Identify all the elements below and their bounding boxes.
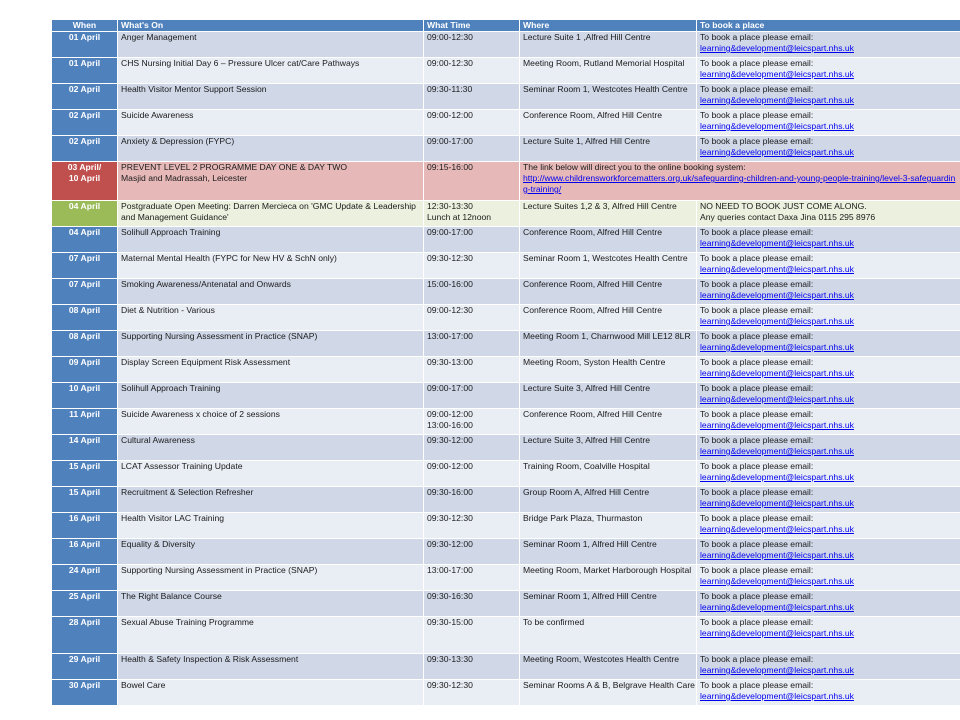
row-booking	[697, 136, 960, 162]
row-course: Supporting Nursing Assessment in Practice (SNAP)	[118, 565, 424, 591]
booking-prefix: To book a place please email:	[700, 110, 814, 120]
table-row	[52, 305, 960, 331]
row-time: 15:00-16:00	[424, 279, 520, 305]
row-date: 08 April	[52, 331, 118, 357]
row-date: 01 April	[52, 58, 118, 84]
booking-email-link[interactable]: learning&development@leicspart.nhs.uk	[700, 576, 854, 586]
row-booking	[697, 617, 960, 654]
row-venue: Lecture Suite 3, Alfred Hill Centre	[520, 383, 697, 409]
booking-email-link[interactable]: learning&development@leicspart.nhs.uk	[700, 550, 854, 560]
row-venue: Seminar Room 1, Alfred Hill Centre	[520, 591, 697, 617]
booking-prefix: To book a place please email:	[700, 539, 814, 549]
table-row	[52, 253, 960, 279]
row-time: 13:00-17:00	[424, 331, 520, 357]
row-venue: Conference Room, Alfred Hill Centre	[520, 409, 697, 435]
table-row	[52, 539, 960, 565]
booking-prefix: To book a place please email:	[700, 591, 814, 601]
booking-prefix: To book a place please email:	[700, 654, 814, 664]
row-course: Health & Safety Inspection & Risk Assessment	[118, 654, 424, 680]
training-schedule-table	[51, 19, 960, 706]
row-booking	[697, 591, 960, 617]
booking-email-link[interactable]: learning&development@leicspart.nhs.uk	[700, 264, 854, 274]
row-date: 30 April	[52, 680, 118, 706]
row-booking	[697, 253, 960, 279]
booking-email-link[interactable]: learning&development@leicspart.nhs.uk	[700, 342, 854, 352]
table-header-row	[52, 20, 960, 32]
row-venue: Meeting Room, Market Harborough Hospital	[520, 565, 697, 591]
row-time: 09:15-16:00	[424, 162, 520, 201]
row-booking	[697, 487, 960, 513]
row-venue: Conference Room, Alfred Hill Centre	[520, 110, 697, 136]
row-time: 09:00-12:30	[424, 58, 520, 84]
row-booking	[697, 279, 960, 305]
table-row	[52, 591, 960, 617]
row-date: 07 April	[52, 279, 118, 305]
row-date: 25 April	[52, 591, 118, 617]
row-venue: To be confirmed	[520, 617, 697, 654]
row-date: 01 April	[52, 32, 118, 58]
row-course: LCAT Assessor Training Update	[118, 461, 424, 487]
booking-prefix: To book a place please email:	[700, 617, 814, 627]
booking-prefix: To book a place please email:	[700, 58, 814, 68]
row-time: 09:30-16:00	[424, 487, 520, 513]
booking-email-link[interactable]: learning&development@leicspart.nhs.uk	[700, 665, 854, 675]
row-booking	[697, 461, 960, 487]
row-booking	[697, 680, 960, 706]
booking-email-link[interactable]: learning&development@leicspart.nhs.uk	[700, 147, 854, 157]
row-course: Anxiety & Depression (FYPC)	[118, 136, 424, 162]
row-booking	[697, 383, 960, 409]
row-venue: Meeting Room, Syston Health Centre	[520, 357, 697, 383]
row-time: 09:30-12:30	[424, 253, 520, 279]
booking-email-link[interactable]: learning&development@leicspart.nhs.uk	[700, 628, 854, 638]
row-date: 14 April	[52, 435, 118, 461]
table-row	[52, 487, 960, 513]
booking-prefix: To book a place please email:	[700, 409, 814, 419]
row-time: 09:00-17:00	[424, 227, 520, 253]
table-row-prevent	[52, 162, 960, 201]
table-row	[52, 617, 960, 654]
row-course-line1: PREVENT LEVEL 2 PROGRAMME DAY ONE & DAY TWO	[121, 162, 348, 172]
row-time: 09:30-12:30	[424, 680, 520, 706]
row-time	[424, 409, 520, 435]
booking-prefix: To book a place please email:	[700, 357, 814, 367]
booking-email-link[interactable]: learning&development@leicspart.nhs.uk	[700, 290, 854, 300]
table-row	[52, 58, 960, 84]
row-course: Health Visitor LAC Training	[118, 513, 424, 539]
table-row	[52, 227, 960, 253]
booking-prefix: To book a place please email:	[700, 383, 814, 393]
row-time: 13:00-17:00	[424, 565, 520, 591]
table-row-open-meeting	[52, 201, 960, 227]
row-booking	[697, 227, 960, 253]
row-date: 29 April	[52, 654, 118, 680]
booking-prefix: To book a place please email:	[700, 136, 814, 146]
row-date	[52, 162, 118, 201]
row-venue: Conference Room, Alfred Hill Centre	[520, 305, 697, 331]
booking-prefix: To book a place please email:	[700, 227, 814, 237]
row-booking	[697, 539, 960, 565]
header-where: Where	[520, 20, 697, 32]
row-time-line1: 12:30-13:30	[427, 201, 473, 211]
booking-email-link[interactable]: learning&development@leicspart.nhs.uk	[700, 498, 854, 508]
row-time: 09:30-12:00	[424, 435, 520, 461]
table-row	[52, 331, 960, 357]
row-venue: Lecture Suite 1 ,Alfred Hill Centre	[520, 32, 697, 58]
row-booking	[697, 32, 960, 58]
row-booking	[697, 84, 960, 110]
table-row	[52, 383, 960, 409]
row-time: 09:30-13:30	[424, 654, 520, 680]
row-booking	[697, 305, 960, 331]
row-date: 02 April	[52, 110, 118, 136]
booking-prefix: To book a place please email:	[700, 279, 814, 289]
table-row	[52, 435, 960, 461]
row-time: 09:30-15:00	[424, 617, 520, 654]
booking-email-link[interactable]: learning&development@leicspart.nhs.uk	[700, 69, 854, 79]
row-booking	[697, 654, 960, 680]
header-to-book: To book a place	[697, 20, 960, 32]
row-course: Bowel Care	[118, 680, 424, 706]
row-booking	[697, 409, 960, 435]
header-when: When	[52, 20, 118, 32]
table-row	[52, 680, 960, 706]
row-venue: Conference Room, Alfred Hill Centre	[520, 227, 697, 253]
table-row	[52, 357, 960, 383]
booking-prefix: To book a place please email:	[700, 461, 814, 471]
booking-system-link[interactable]: http://www.childrensworkforcematters.org.uk/safeguarding-children-and-young-people-training/level-3-safeguarding-training/	[523, 173, 956, 194]
header-whats-on: What's On	[118, 20, 424, 32]
row-booking	[697, 201, 960, 227]
row-date-line2: 10 April	[68, 173, 101, 183]
row-time-line2: 13:00-16:00	[427, 420, 473, 430]
row-date: 28 April	[52, 617, 118, 654]
row-time: 09:00-12:30	[424, 32, 520, 58]
row-booking	[697, 58, 960, 84]
row-date: 04 April	[52, 227, 118, 253]
row-booking	[697, 513, 960, 539]
row-booking	[697, 435, 960, 461]
row-time-line2: Lunch at 12noon	[427, 212, 492, 222]
booking-email-link[interactable]: learning&development@leicspart.nhs.uk	[700, 602, 854, 612]
row-course-line2: Masjid and Madrassah, Leicester	[121, 173, 248, 183]
row-course: CHS Nursing Initial Day 6 – Pressure Ulcer cat/Care Pathways	[118, 58, 424, 84]
row-date: 24 April	[52, 565, 118, 591]
row-date-line1: 03 April/	[67, 162, 102, 172]
row-time: 09:00-12:00	[424, 461, 520, 487]
booking-prefix: To book a place please email:	[700, 565, 814, 575]
row-course: Supporting Nursing Assessment in Practice (SNAP)	[118, 331, 424, 357]
booking-prefix: To book a place please email:	[700, 253, 814, 263]
row-course	[118, 162, 424, 201]
booking-prefix: To book a place please email:	[700, 331, 814, 341]
booking-email-link[interactable]: learning&development@leicspart.nhs.uk	[700, 368, 854, 378]
table-row	[52, 513, 960, 539]
row-course: Postgraduate Open Meeting: Darren Mercieca on 'GMC Update & Leadership and Management Guidance'	[118, 201, 424, 227]
booking-email-link[interactable]: learning&development@leicspart.nhs.uk	[700, 472, 854, 482]
row-venue: Lecture Suite 3, Alfred Hill Centre	[520, 435, 697, 461]
booking-email-link[interactable]: learning&development@leicspart.nhs.uk	[700, 43, 854, 53]
row-venue: Bridge Park Plaza, Thurmaston	[520, 513, 697, 539]
table-row	[52, 136, 960, 162]
table-row	[52, 84, 960, 110]
row-course: Diet & Nutrition - Various	[118, 305, 424, 331]
row-course: Suicide Awareness	[118, 110, 424, 136]
row-date: 08 April	[52, 305, 118, 331]
booking-email-link[interactable]: learning&development@leicspart.nhs.uk	[700, 238, 854, 248]
booking-contact: Any queries contact Daxa Jina 0115 295 8976	[700, 212, 876, 222]
row-course: Equality & Diversity	[118, 539, 424, 565]
row-date: 16 April	[52, 539, 118, 565]
row-date: 16 April	[52, 513, 118, 539]
table-row	[52, 461, 960, 487]
row-time: 09:30-12:00	[424, 539, 520, 565]
row-time: 09:30-12:30	[424, 513, 520, 539]
row-course: Maternal Mental Health (FYPC for New HV & SchN only)	[118, 253, 424, 279]
row-course: Suicide Awareness x choice of 2 sessions	[118, 409, 424, 435]
table-row	[52, 654, 960, 680]
booking-email-link[interactable]: learning&development@leicspart.nhs.uk	[700, 316, 854, 326]
row-venue: Seminar Rooms A & B, Belgrave Health Care	[520, 680, 697, 706]
row-booking	[697, 357, 960, 383]
row-course: Recruitment & Selection Refresher	[118, 487, 424, 513]
row-booking	[520, 162, 960, 201]
row-date: 04 April	[52, 201, 118, 227]
row-course: Solihull Approach Training	[118, 383, 424, 409]
row-venue: Meeting Room, Westcotes Health Centre	[520, 654, 697, 680]
booking-email-link[interactable]: learning&development@leicspart.nhs.uk	[700, 95, 854, 105]
header-what-time: What Time	[424, 20, 520, 32]
booking-prefix: To book a place please email:	[700, 305, 814, 315]
booking-email-link[interactable]: learning&development@leicspart.nhs.uk	[700, 394, 854, 404]
row-date: 10 April	[52, 383, 118, 409]
row-venue: Seminar Room 1, Westcotes Health Centre	[520, 253, 697, 279]
table-row	[52, 409, 960, 435]
row-course: The Right Balance Course	[118, 591, 424, 617]
row-date: 09 April	[52, 357, 118, 383]
row-course: Cultural Awareness	[118, 435, 424, 461]
row-time	[424, 201, 520, 227]
row-booking	[697, 565, 960, 591]
booking-prefix: To book a place please email:	[700, 513, 814, 523]
row-course: Display Screen Equipment Risk Assessment	[118, 357, 424, 383]
table-row	[52, 32, 960, 58]
row-date: 02 April	[52, 84, 118, 110]
booking-email-link[interactable]: learning&development@leicspart.nhs.uk	[700, 524, 854, 534]
row-time: 09:30-13:00	[424, 357, 520, 383]
booking-prefix: To book a place please email:	[700, 680, 814, 690]
row-venue: Training Room, Coalville Hospital	[520, 461, 697, 487]
row-course: Smoking Awareness/Antenatal and Onwards	[118, 279, 424, 305]
row-venue: Conference Room, Alfred Hill Centre	[520, 279, 697, 305]
row-time-line1: 09:00-12:00	[427, 409, 473, 419]
booking-email-link[interactable]: learning&development@leicspart.nhs.uk	[700, 446, 854, 456]
row-time: 09:00-17:00	[424, 383, 520, 409]
booking-prefix: To book a place please email:	[700, 487, 814, 497]
row-venue: Meeting Room 1, Charnwood Mill LE12 8LR	[520, 331, 697, 357]
booking-email-link[interactable]: learning&development@leicspart.nhs.uk	[700, 691, 854, 701]
row-time: 09:00-12:30	[424, 305, 520, 331]
row-venue: Lecture Suites 1,2 & 3, Alfred Hill Centre	[520, 201, 697, 227]
row-venue: Seminar Room 1, Alfred Hill Centre	[520, 539, 697, 565]
booking-prefix: To book a place please email:	[700, 32, 814, 42]
booking-email-link[interactable]: learning&development@leicspart.nhs.uk	[700, 420, 854, 430]
row-date: 15 April	[52, 487, 118, 513]
row-venue: Meeting Room, Rutland Memorial Hospital	[520, 58, 697, 84]
row-course: Anger Management	[118, 32, 424, 58]
row-date: 11 April	[52, 409, 118, 435]
row-venue: Lecture Suite 1, Alfred Hill Centre	[520, 136, 697, 162]
booking-note: NO NEED TO BOOK JUST COME ALONG.	[700, 201, 867, 211]
row-time: 09:00-17:00	[424, 136, 520, 162]
booking-info: The link below will direct you to the online booking system:	[523, 162, 746, 172]
row-time: 09:30-16:30	[424, 591, 520, 617]
row-course: Sexual Abuse Training Programme	[118, 617, 424, 654]
row-booking	[697, 110, 960, 136]
row-time: 09:00-12:00	[424, 110, 520, 136]
booking-prefix: To book a place please email:	[700, 84, 814, 94]
row-course: Solihull Approach Training	[118, 227, 424, 253]
table-row	[52, 110, 960, 136]
table-row	[52, 565, 960, 591]
row-venue: Group Room A, Alfred Hill Centre	[520, 487, 697, 513]
row-booking	[697, 331, 960, 357]
row-date: 07 April	[52, 253, 118, 279]
row-date: 02 April	[52, 136, 118, 162]
booking-prefix: To book a place please email:	[700, 435, 814, 445]
table-row	[52, 279, 960, 305]
row-course: Health Visitor Mentor Support Session	[118, 84, 424, 110]
booking-email-link[interactable]: learning&development@leicspart.nhs.uk	[700, 121, 854, 131]
row-venue: Seminar Room 1, Westcotes Health Centre	[520, 84, 697, 110]
row-date: 15 April	[52, 461, 118, 487]
row-time: 09:30-11:30	[424, 84, 520, 110]
